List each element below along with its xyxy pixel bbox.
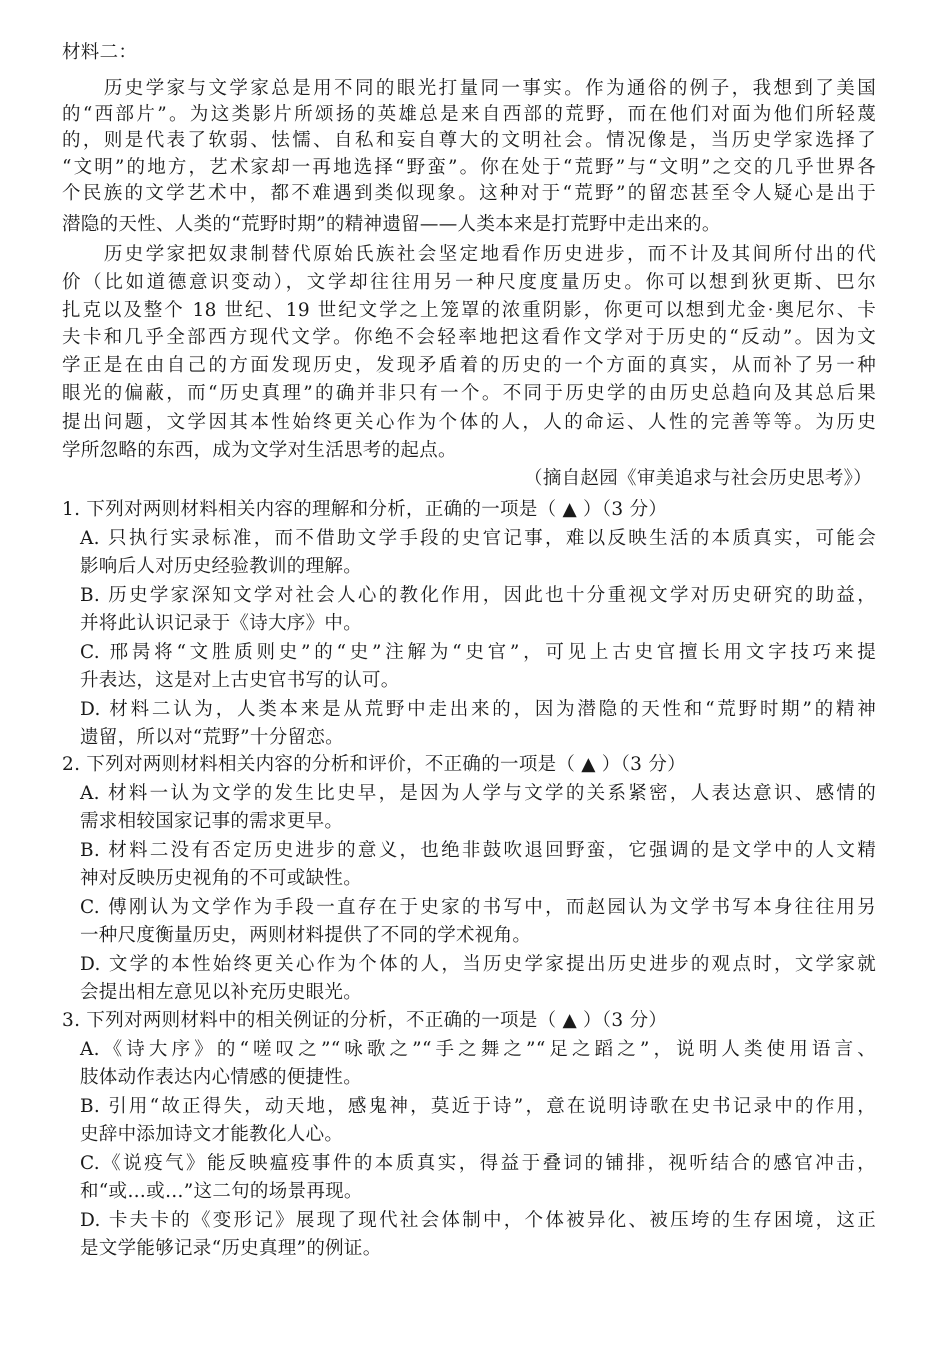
q3-option-c-cont: 和“或…或…”这二句的场景再现。 xyxy=(80,1181,363,1202)
para1-line: 个民族的文学艺术中，都不难遇到类似现象。这种对于“荒野”的留恋甚至令人疑心是出于 xyxy=(62,183,876,204)
q2-option-d: D. 文学的本性始终更关心作为个体的人，当历史学家提出历史进步的观点时，文学家就 xyxy=(80,954,876,975)
q1-option-b-cont: 并将此认识记录于《诗大序》中。 xyxy=(80,613,363,634)
q2-option-c: C. 傅刚认为文学作为手段一直存在于史家的书写中，而赵园认为文学书写本身往往用另 xyxy=(80,897,876,918)
question-2-stem: 2. 下列对两则材料相关内容的分析和评价，不正确的一项是（ ▲ ）（3 分） xyxy=(62,752,686,778)
para2-line: 夫卡和几乎全部西方现代文学。你绝不会轻率地把这看作文学对于历史的“反动”。因为文 xyxy=(62,327,876,348)
material2-heading: 材料二： xyxy=(62,42,138,63)
q1-option-a: A. 只执行实录标准，而不借助文学手段的史官记事，难以反映生活的本质真实，可能会 xyxy=(80,528,876,549)
para2-line: 学所忽略的东西，成为文学对生活思考的起点。 xyxy=(62,440,457,461)
para1-line: 的“西部片”。为这类影片所颂扬的英雄总是来自西部的荒野，而在他们对面为他们所轻蔑 xyxy=(62,104,876,125)
q2-option-a: A. 材料一认为文学的发生比史早，是因为人学与文学的关系紧密，人表达意识、感情的 xyxy=(80,783,876,804)
para1-line: 历史学家与文学家总是用不同的眼光打量同一事实。作为通俗的例子，我想到了美国 xyxy=(62,78,876,99)
para2-line: 眼光的偏蔽，而“历史真理”的确并非只有一个。不同于历史学的由历史总趋向及其总后果 xyxy=(62,383,876,404)
q1-option-d: D. 材料二认为，人类本来是从荒野中走出来的，因为潜隐的天性和“荒野时期”的精神 xyxy=(80,699,876,720)
q2-option-a-cont: 需求相较国家记事的需求更早。 xyxy=(80,811,344,832)
para2-line: 价（比如道德意识变动），文学却往往用另一种尺度度量历史。你可以想到狄更斯、巴尔 xyxy=(62,272,876,293)
para1-line: “文明”的地方，艺术家却一再地选择“野蛮”。你在处于“荒野”与“文明”之交的几乎世界各 xyxy=(62,157,876,178)
para2-line: 提出问题，文学因其本性始终更关心作为个体的人，人的命运、人性的完善等等。为历史 xyxy=(62,412,876,433)
para2-line: 历史学家把奴隶制替代原始氏族社会坚定地看作历史进步，而不计及其间所付出的代 xyxy=(62,244,876,265)
q3-option-a: A.《诗大序》的“嗟叹之”“咏歌之”“手之舞之”“足之蹈之”，说明人类使用语言、 xyxy=(80,1039,876,1060)
q2-option-d-cont: 会提出相左意见以补充历史眼光。 xyxy=(80,982,363,1003)
para1-line: 的，则是代表了软弱、怯懦、自私和妄自尊大的文明社会。情况像是，当历史学家选择了 xyxy=(62,130,876,151)
q3-option-b-cont: 史辞中添加诗文才能教化人心。 xyxy=(80,1124,344,1145)
q3-option-d-cont: 是文学能够记录“历史真理”的例证。 xyxy=(80,1238,382,1259)
q1-option-d-cont: 遗留，所以对“荒野”十分留恋。 xyxy=(80,727,344,748)
q2-option-b: B. 材料二没有否定历史进步的意义，也绝非鼓吹退回野蛮，它强调的是文学中的人文精 xyxy=(80,840,876,861)
source-citation: （摘自赵园《审美追求与社会历史思考》） xyxy=(524,468,872,489)
q1-option-c: C. 邢昺将“文胜质则史”的“史”注解为“史官”，可见上古史官擅长用文字技巧来提 xyxy=(80,642,876,663)
q3-option-c: C.《说疫气》能反映瘟疫事件的本质真实，得益于叠词的铺排，视听结合的感官冲击， xyxy=(80,1153,876,1174)
q2-option-b-cont: 神对反映历史视角的不可或缺性。 xyxy=(80,868,363,889)
q3-option-b: B. 引用“故正得失，动天地，感鬼神，莫近于诗”，意在说明诗歌在史书记录中的作用， xyxy=(80,1096,876,1117)
answer-blank-triangle-icon: ▲ xyxy=(562,1010,577,1031)
question-1-stem: 1. 下列对两则材料相关内容的理解和分析，正确的一项是（ ▲ ）（3 分） xyxy=(62,497,667,523)
q1-option-c-cont: 升表达，这是对上古史官书写的认可。 xyxy=(80,670,400,691)
para1-line: 潜隐的天性、人类的“荒野时期”的精神遗留——人类本来是打荒野中走出来的。 xyxy=(62,214,721,235)
question-3-stem: 3. 下列对两则材料中的相关例证的分析，不正确的一项是（ ▲ ）（3 分） xyxy=(62,1008,667,1034)
answer-blank-triangle-icon: ▲ xyxy=(562,499,577,520)
q3-option-a-cont: 肢体动作表达内心情感的便捷性。 xyxy=(80,1067,363,1088)
para2-line: 扎克以及整个 18 世纪、19 世纪文学之上笼罩的浓重阴影，你更可以想到尤金·奥尼尔、卡 xyxy=(62,300,876,321)
answer-blank-triangle-icon: ▲ xyxy=(581,754,596,775)
q3-option-d: D. 卡夫卡的《变形记》展现了现代社会体制中，个体被异化、被压垮的生存困境，这正 xyxy=(80,1210,876,1231)
para2-line: 学正是在由自己的方面发现历史，发现矛盾着的历史的一个方面的真实，从而补了另一种 xyxy=(62,355,876,376)
q2-option-c-cont: 一种尺度衡量历史，两则材料提供了不同的学术视角。 xyxy=(80,925,532,946)
q1-option-b: B. 历史学家深知文学对社会人心的教化作用，因此也十分重视文学对历史研究的助益， xyxy=(80,585,876,606)
q1-option-a-cont: 影响后人对历史经验教训的理解。 xyxy=(80,556,363,577)
